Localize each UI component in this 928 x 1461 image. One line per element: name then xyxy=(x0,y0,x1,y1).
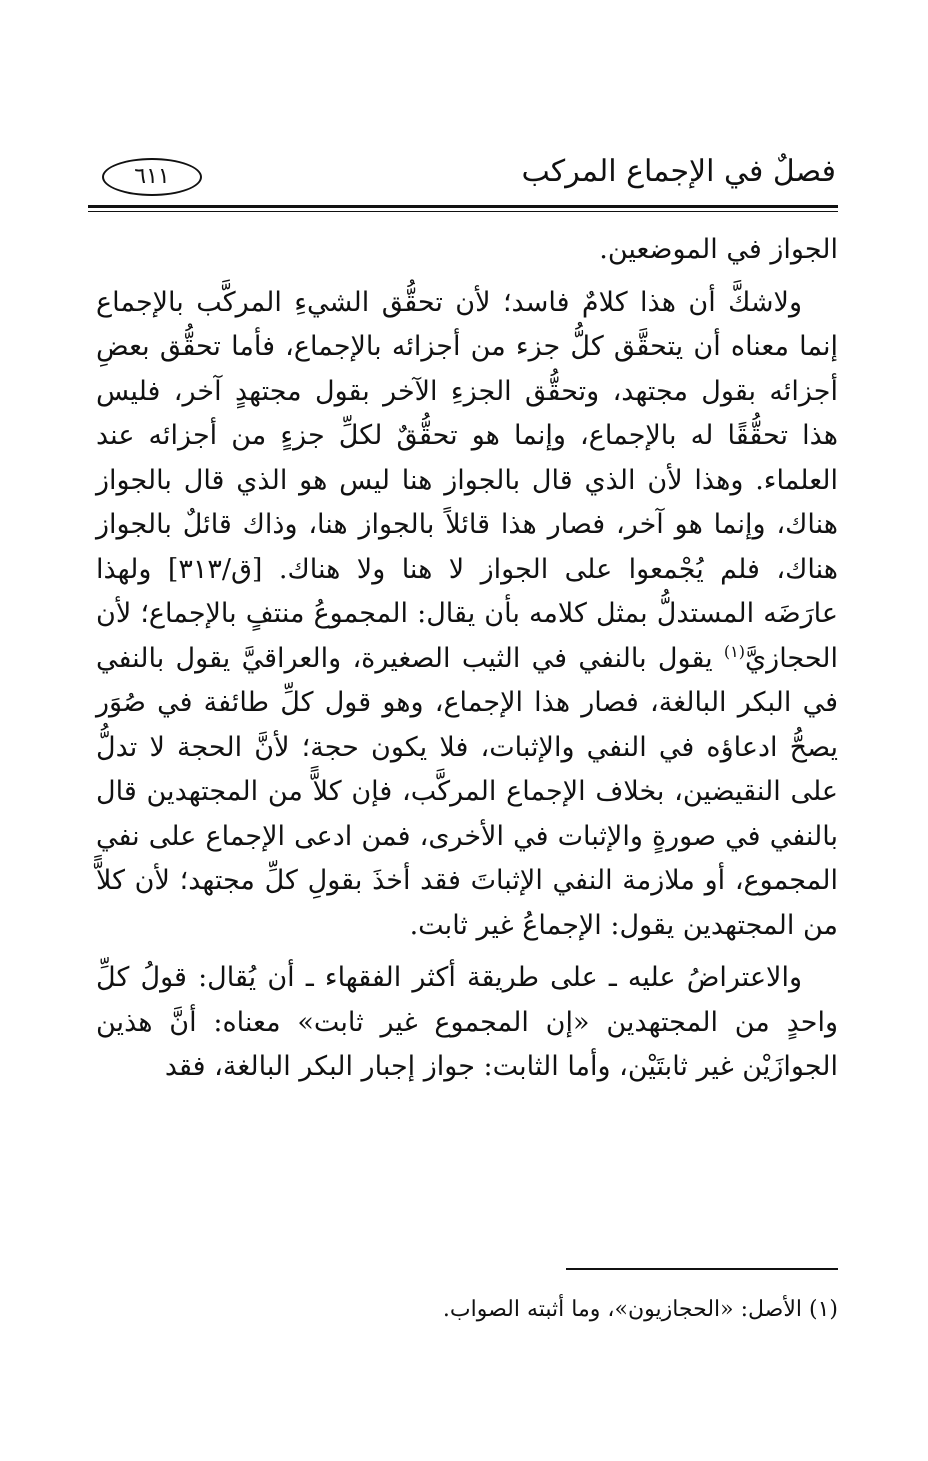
page-number: ٦١١ xyxy=(134,164,170,189)
paragraph-2 xyxy=(96,281,838,949)
paragraph-gap xyxy=(96,273,838,281)
page-number-oval xyxy=(102,158,202,196)
main-text xyxy=(96,228,838,1090)
header-rule-thin xyxy=(88,211,838,212)
paragraph-gap xyxy=(96,948,838,956)
header-rule-thick xyxy=(88,205,838,208)
running-title: فصلٌ في الإجماع المركب xyxy=(521,154,836,189)
paragraph-2-part-1: ولاشكَّ أن هذا كلامٌ فاسد؛ لأن تحقُّق الشيءِ المركَّب بالإجماع إنما معناه أن يتحقَّق كلُّ جزء من أجزائه بالإجماع، فأما تحقُّق بعضِ أجزائه بقول مجتهد، وتحقُّق الجزءِ الآخر بقول مجتهدٍ آخر، فليس هذا تحقُّقًا له بالإجماع، وإنما هو تحقُّقٌ لكلِّ جزءٍ من أجزائه عند العلماء. وهذا لأن الذي قال بالجواز هنا ليس هو الذي قال بالجواز هناك، وإنما هو آخر، فصار هذا قائلاً بالجواز هنا، وذاك قائلٌ بالجواز هناك، فلم يُجْمعوا على الجواز لا هنا ولا هناك. [ق/٣١٣] ولهذا عارَضَه المستدلُّ بمثل كلامه بأن يقال: المجموعُ منتفٍ بالإجماع؛ لأن الحجازيَّ xyxy=(96,286,838,674)
paragraph-1: الجواز في الموضعين. xyxy=(599,234,838,265)
page-header xyxy=(92,152,836,204)
footnote-separator xyxy=(566,1268,838,1270)
footnote-reference: (١) xyxy=(723,641,746,661)
footnote: (١) الأصل: «الحجازيون»، وما أثبته الصواب. xyxy=(442,1297,838,1322)
paragraph-3: والاعتراضُ عليه ـ على طريقة أكثر الفقهاء ـ أن يُقال: قولُ كلِّ واحدٍ من المجتهدين «إن المجموع غير ثابت» معناه: أنَّ هذين الجوازَيْن غير ثابتَيْن، وأما الثابت: جواز إجبار البكر البالغة، فقد xyxy=(96,962,838,1082)
paragraph-2-part-2: يقول بالنفي في الثيب الصغيرة، والعراقيَّ يقول بالنفي في البكر البالغة، فصار هذا الإجماع، وهو قول كلِّ طائفة في صُوَر يصحُّ ادعاؤه في النفي والإثبات، فلا يكون حجة؛ لأنَّ الحجة لا تدلُّ على النقيضين، بخلاف الإجماع المركَّب، فإن كلاًّ من المجتهدين قال بالنفي في صورةٍ والإثبات في الأخرى، فمن ادعى الإجماع على نفي المجموع، أو ملازمة النفي الإثباتَ فقد أخذَ بقولِ كلِّ مجتهد؛ لأن كلاًّ من المجتهدين يقول: الإجماعُ غير ثابت. xyxy=(96,642,838,941)
